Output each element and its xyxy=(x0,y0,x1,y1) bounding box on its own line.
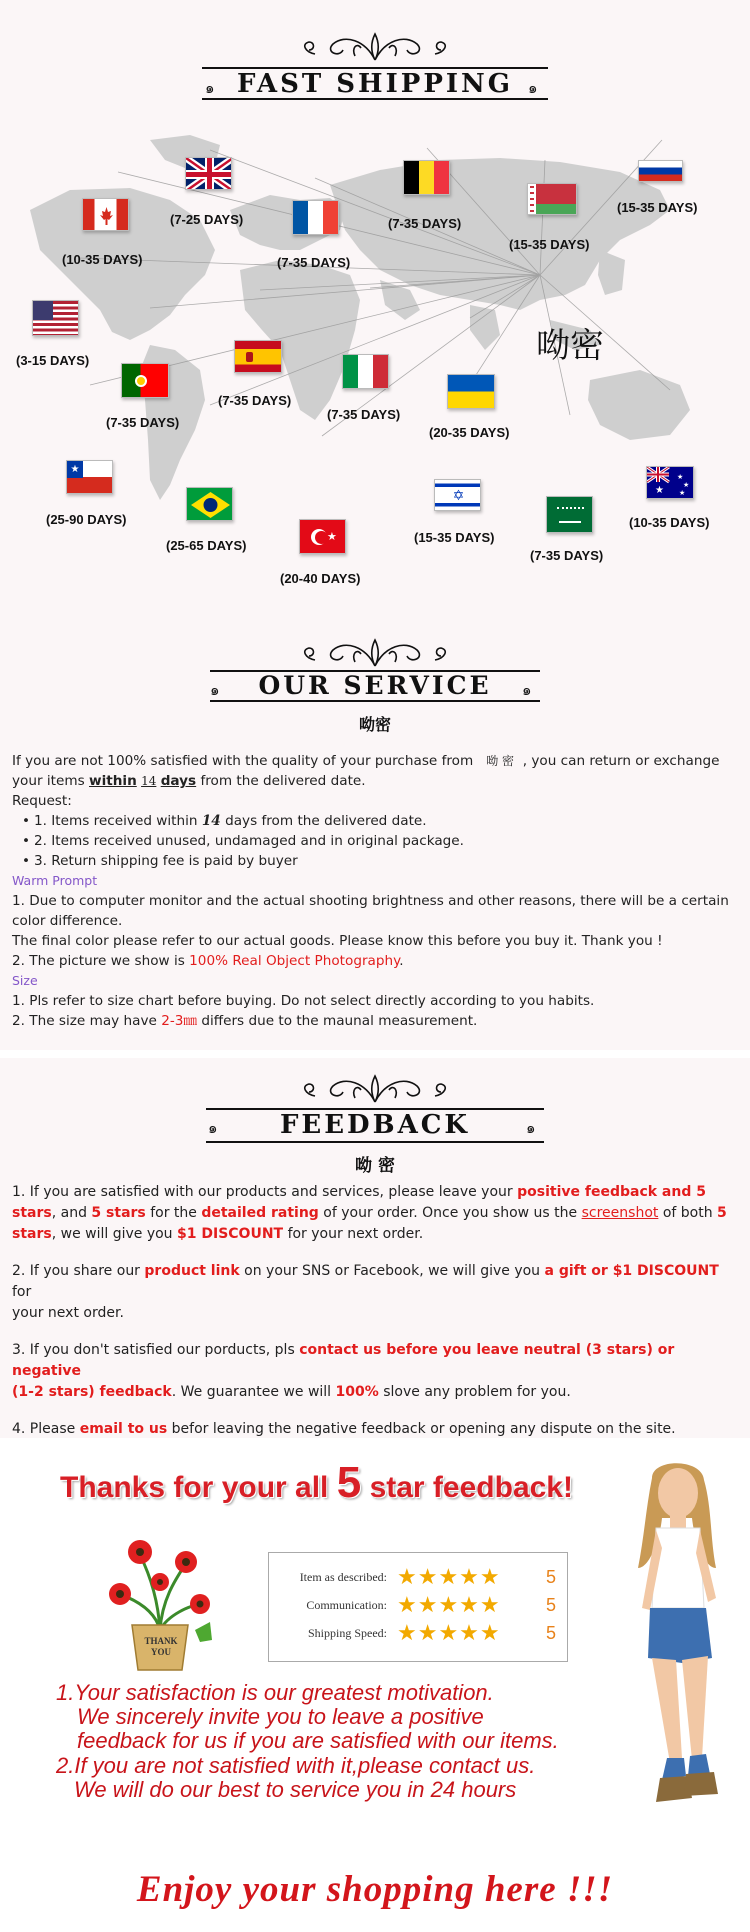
uk-flag-icon xyxy=(185,157,232,190)
israel-flag-icon: ✡ xyxy=(434,479,481,511)
australia-days: (10-35 DAYS) xyxy=(629,515,710,530)
rating-row: Item as described: ★★★★★ 5 xyxy=(299,1565,557,1590)
service-title: OUR SERVICE xyxy=(258,671,492,700)
portugal-days: (7-35 DAYS) xyxy=(106,415,180,430)
thanks-title: Thanks for your all 5 star feedback! xyxy=(60,1458,573,1507)
thanks-message-5: We will do our best to service you in 24 hours xyxy=(74,1777,517,1802)
israel-days: (15-35 DAYS) xyxy=(414,530,495,545)
usa-days: (3-15 DAYS) xyxy=(16,353,90,368)
service-brand: 呦密 xyxy=(358,715,391,734)
five-stars-icon: ★★★★★ xyxy=(397,1621,501,1646)
russia-flag-icon xyxy=(638,160,683,182)
france-days: (7-35 DAYS) xyxy=(277,255,351,270)
belarus-days: (15-35 DAYS) xyxy=(509,237,590,252)
belgium-days: (7-35 DAYS) xyxy=(388,216,462,231)
shipping-title: FAST SHIPPING xyxy=(236,69,514,99)
turkey-flag-icon: ★ xyxy=(299,519,346,554)
service-text: If you are not 100% satisfied with the quality of your purchase from 呦 密 , you can return or exchange your items within 14 days from the delivered date. Request: • 1. Items received within 14 days from the delivered date. • 2. Items received unused, undamaged and in original package. • 3. Return shipping fee is paid by buyer Warm Prompt 1. Due to computer monitor and the actual shooting brightness and other reasons, there will be a certain color difference. The final color please refer to our actual goods. Please know this before you buy it. Thank you ! 2. The picture we show is 100% Real Object Photography. Size 1. Pls refer to size chart before buying. Do not select directly according to you habits. 2. The size may have 2-3㎜ differs due to the maunal measurement. xyxy=(12,751,740,1031)
chile-flag-icon: ★ xyxy=(66,460,113,494)
feedback-text: 1. If you are satisfied with our products and services, please leave your positive feedback and 5 stars, and 5 stars for the detailed rating of your order. Once you show us the screenshot of both 5 stars, we will give you $1 DISCOUNT for your next order. 2. If you share our product link on your SNS or Facebook, we will give you a gift or $1 DISCOUNT for your next order. 3. If you don't satisfied our porducts, pls contact us before you leave neutral (3 stars) or negative (1-2 stars) feedback. We guarantee we will 100% slove any problem for you. 4. Please email to us befor leaving the negative feedback or opening any dispute on the site. xyxy=(12,1182,740,1461)
spain-days: (7-35 DAYS) xyxy=(218,393,292,408)
turkey-days: (20-40 DAYS) xyxy=(280,571,361,586)
france-flag-icon xyxy=(292,200,339,235)
model-photo xyxy=(612,1458,742,1858)
thanks-section xyxy=(0,1440,750,1932)
five-stars-icon: ★★★★★ xyxy=(397,1565,501,1590)
chile-days: (25-90 DAYS) xyxy=(46,512,127,527)
brazil-days: (25-65 DAYS) xyxy=(166,538,247,553)
uk-days: (7-25 DAYS) xyxy=(170,212,244,227)
italy-flag-icon xyxy=(342,354,389,389)
portugal-flag-icon xyxy=(121,363,169,398)
thanks-message-3: feedback for us if you are satisfied with our items. xyxy=(77,1728,559,1753)
italy-days: (7-35 DAYS) xyxy=(327,407,401,422)
service-section: ๑ ๑ OUR SERVICE 呦密 If you are not 100% satisfied with the quality of your purchase from 呦 密 , you can return or exchange your items within 14 days from the delivered date. Request: • 1. Items received within 14 days from the delivered date. • 2. Items received unused, undamaged and in original package. • 3. Return shipping fee is paid by buyer Warm Prompt 1. Due to computer monitor and the actual shooting brightness and other reasons, there will be a certain color difference. The final color please refer to our actual goods. Please know this before you buy it. Thank you ! 2. The picture we show is 100% Real Object Photography. Size 1. Pls refer to size chart before buying. Do not select directly according to you habits. 2. The size may have 2-3㎜ differs due to the maunal measurement. xyxy=(0,600,750,1050)
russia-days: (15-35 DAYS) xyxy=(617,200,698,215)
brazil-flag-icon xyxy=(186,487,233,521)
ornament-icon xyxy=(295,636,455,670)
saudi-days: (7-35 DAYS) xyxy=(530,548,604,563)
rating-row: Shipping Speed: ★★★★★ 5 xyxy=(307,1621,557,1646)
saudi-flag-icon xyxy=(546,496,593,533)
thanks-message-4: 2.If you are not satisfied with it,please contact us. xyxy=(56,1753,536,1778)
thanks-message-1: 1.Your satisfaction is our greatest motivation. xyxy=(56,1680,494,1705)
feedback-section: ๑ ๑ FEEDBACK 呦 密 1. If you are satisfied with our products and services, please leave your positive feedback and 5 stars, and 5 stars for the detailed rating of your order. Once you show us the screenshot of both 5 stars, we will give you $1 DISCOUNT for your next order. 2. If you share our product link on your SNS or Facebook, we will give you a gift or $1 DISCOUNT for your next order. 3. If you don't satisfied our porducts, pls contact us before you leave neutral (3 stars) or negative (1-2 stars) feedback. We guarantee we will 100% slove any problem for you. 4. Please email to us befor leaving the negative feedback or opening any dispute on the site. xyxy=(0,1058,750,1438)
spain-flag-icon xyxy=(234,340,282,373)
pot-text: THANK YOU xyxy=(144,1636,178,1657)
feedback-title: FEEDBACK xyxy=(279,1110,471,1140)
belgium-flag-icon xyxy=(403,160,450,195)
thanks-message-2: We sincerely invite you to leave a positive xyxy=(77,1704,484,1729)
belarus-flag-icon xyxy=(527,183,577,215)
screenshot-link[interactable]: screenshot xyxy=(581,1205,659,1221)
rating-row: Communication: ★★★★★ 5 xyxy=(306,1593,557,1618)
usa-flag-icon xyxy=(32,300,79,336)
shipping-section: ๑ ๑ FAST SHIPPING 呦密 (7-25 DAYS) (7-35 DAYS) (15-35 DAYS) (10-35 DAYS) (7-35 DAYS) (15-35 DAYS) (3-15 DAYS) (7-35 DAYS) (7-35 DAYS) (7-35 DAYS) (20-35 DAYS) ★ (25-90 DAYS) (25-65 DAYS) ★ (20-40 DAYS) ✡ (15-35 DAYS) (7-35 DAYS) ★ ★ ★ ★ (10-35 DAYS) xyxy=(0,0,750,600)
enjoy-shopping-slogan: Enjoy your shopping here !!! xyxy=(136,1869,614,1910)
seller-rating-box xyxy=(268,1552,568,1662)
ukraine-flag-icon xyxy=(447,374,495,409)
canada-flag-icon xyxy=(82,198,129,231)
ornament-icon xyxy=(295,1072,455,1106)
ukraine-days: (20-35 DAYS) xyxy=(429,425,510,440)
hub-label: 呦密 xyxy=(536,326,604,366)
ornament-icon xyxy=(295,30,455,64)
feedback-brand: 呦 密 xyxy=(355,1156,395,1176)
australia-flag-icon: ★ ★ ★ ★ xyxy=(646,466,694,499)
canada-days: (10-35 DAYS) xyxy=(62,252,143,267)
five-stars-icon: ★★★★★ xyxy=(397,1593,501,1618)
